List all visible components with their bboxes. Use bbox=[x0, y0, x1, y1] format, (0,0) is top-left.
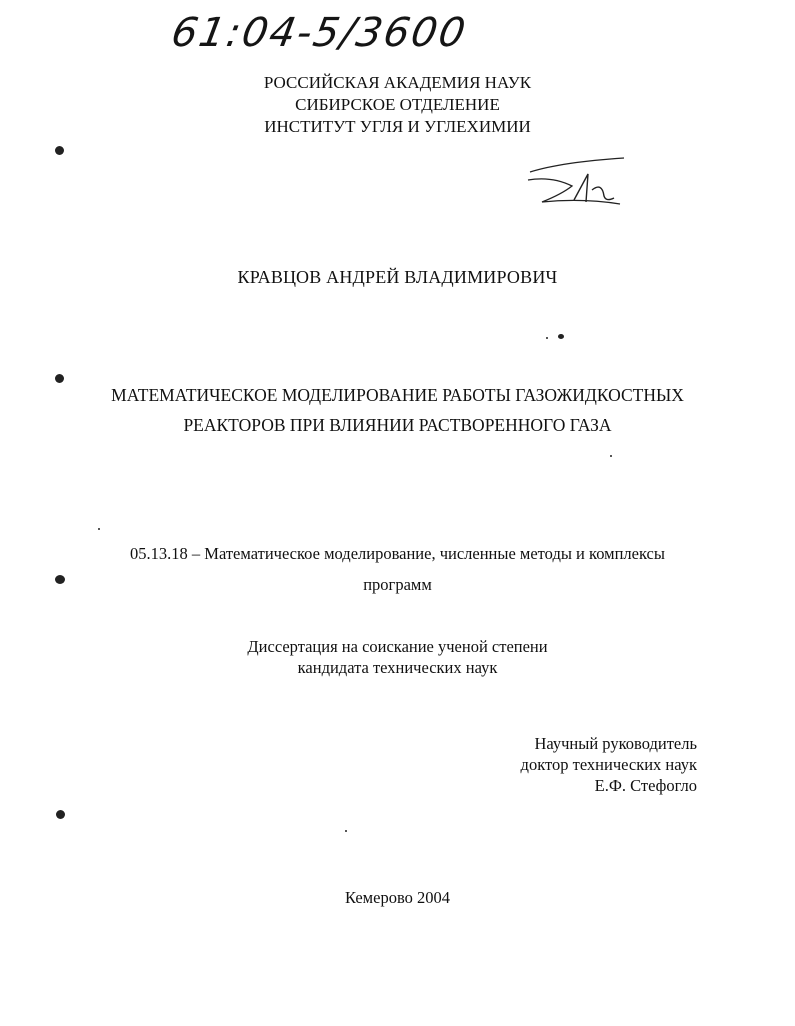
signature-mark bbox=[522, 150, 632, 220]
supervisor-line-2: доктор технических наук bbox=[520, 755, 697, 774]
specialty-line-1: 05.13.18 – Математическое моделирование, численные методы и комплексы bbox=[130, 544, 665, 563]
city-year: Кемерово 2004 bbox=[344, 888, 451, 907]
scan-speck bbox=[55, 575, 65, 584]
scan-speck bbox=[56, 810, 65, 819]
scan-speck bbox=[55, 146, 64, 155]
scan-speck bbox=[345, 830, 347, 832]
institution-block bbox=[0, 72, 795, 138]
specialty bbox=[0, 538, 795, 600]
scan-speck bbox=[546, 337, 548, 339]
degree-line-1: Диссертация на соискание ученой степени bbox=[247, 637, 548, 656]
scan-speck bbox=[610, 455, 612, 457]
supervisor-block bbox=[521, 733, 697, 796]
degree-line-2: кандидата технических наук bbox=[297, 658, 498, 677]
institution-line-1: РОССИЙСКАЯ АКАДЕМИЯ НАУК bbox=[263, 73, 532, 92]
title-line-1: МАТЕМАТИЧЕСКОЕ МОДЕЛИРОВАНИЕ РАБОТЫ ГАЗОЖИДКОСТНЫХ bbox=[111, 385, 684, 405]
specialty-line-2: программ bbox=[363, 575, 432, 594]
supervisor-line-3: Е.Ф. Стефогло bbox=[594, 776, 697, 795]
archive-number: 61:04-5/3600 bbox=[167, 10, 471, 56]
scan-speck bbox=[98, 528, 100, 530]
title-line-2: РЕАКТОРОВ ПРИ ВЛИЯНИИ РАСТВОРЕННОГО ГАЗА bbox=[183, 415, 612, 435]
institution-line-3: ИНСТИТУТ УГЛЯ И УГЛЕХИМИИ bbox=[264, 117, 531, 136]
author-name: КРАВЦОВ АНДРЕЙ ВЛАДИМИРОВИЧ bbox=[237, 267, 558, 287]
dissertation-title bbox=[0, 380, 795, 440]
institution-line-2: СИБИРСКОЕ ОТДЕЛЕНИЕ bbox=[295, 95, 500, 114]
scan-speck bbox=[558, 334, 564, 339]
supervisor-line-1: Научный руководитель bbox=[534, 734, 697, 753]
degree-statement bbox=[0, 636, 795, 678]
scan-speck bbox=[55, 374, 64, 383]
